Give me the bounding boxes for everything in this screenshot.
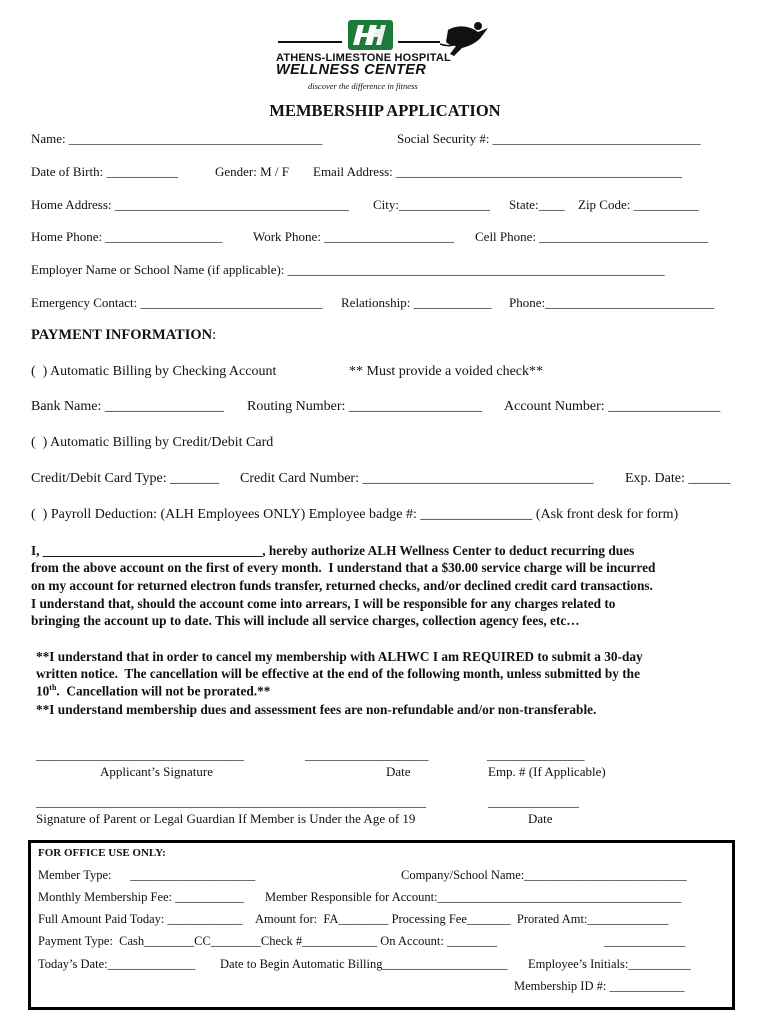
monthly-fee-field[interactable]: Monthly Membership Fee: ___________ <box>38 890 244 904</box>
employee-initials-field[interactable]: Employee’s Initials:__________ <box>528 957 691 971</box>
member-type-field[interactable]: Member Type: ____________________ <box>38 868 256 882</box>
cancel-line-3: 10th. Cancellation will not be prorated.** <box>36 683 271 699</box>
auth-line-4: I understand that, should the account come into arrears, I will be responsible for any charges related to <box>31 596 616 611</box>
blank-field[interactable]: _____________ <box>604 934 686 948</box>
guardian-date-line[interactable]: ______________ <box>488 794 579 809</box>
signature-date-line[interactable]: ___________________ <box>305 747 429 762</box>
exp-date-field[interactable]: Exp. Date: ______ <box>625 471 731 486</box>
email-field[interactable]: Email Address: ____________________________________________ <box>313 164 683 179</box>
work-phone-field[interactable]: Work Phone: ____________________ <box>253 229 455 244</box>
cancel-line-1: **I understand that in order to cancel my membership with ALHWC I am REQUIRED to submit a 30-day <box>36 649 643 664</box>
full-amount-field[interactable]: Full Amount Paid Today: ____________ <box>38 912 243 926</box>
zip-field[interactable]: Zip Code: __________ <box>578 197 699 212</box>
guardian-date-label: Date <box>528 811 553 826</box>
bank-name-field[interactable]: Bank Name: _________________ <box>31 399 224 414</box>
guardian-signature-line[interactable]: ____________________________________________________________ <box>36 794 426 809</box>
employer-field[interactable]: Employer Name or School Name (if applicable): __________________________________________________________ <box>31 262 665 277</box>
emergency-contact-field[interactable]: Emergency Contact: ____________________________ <box>31 295 323 310</box>
account-number-field[interactable]: Account Number: ________________ <box>504 399 721 414</box>
routing-number-field[interactable]: Routing Number: ___________________ <box>247 399 482 414</box>
logo-hospital-name: ATHENS-LIMESTONE HOSPITAL <box>276 52 451 64</box>
voided-check-note: ** Must provide a voided check** <box>349 364 544 379</box>
logo-center-name: WELLNESS CENTER <box>276 62 427 78</box>
home-phone-field[interactable]: Home Phone: __________________ <box>31 229 223 244</box>
applicant-signature-line[interactable]: ________________________________ <box>36 747 244 762</box>
begin-billing-field[interactable]: Date to Begin Automatic Billing____________________ <box>220 957 508 971</box>
signature-date-label: Date <box>386 764 411 779</box>
ssn-field[interactable]: Social Security #: ________________________________ <box>397 131 701 146</box>
relationship-field[interactable]: Relationship: ____________ <box>341 295 492 310</box>
cancel-line-2: written notice. The cancellation will be effective at the end of the following month, unless submitted by the <box>36 666 640 681</box>
member-responsible-field[interactable]: Member Responsible for Account:_______________________________________ <box>265 890 682 904</box>
card-option[interactable]: ( ) Automatic Billing by Credit/Debit Card <box>31 435 274 450</box>
name-field[interactable]: Name: _______________________________________ <box>31 131 323 146</box>
logo-tagline: discover the difference in fitness <box>308 81 418 91</box>
phone-field[interactable]: Phone:__________________________ <box>509 295 715 310</box>
applicant-signature-label: Applicant’s Signature <box>100 764 214 779</box>
auth-line-1: I, _________________________________, hereby authorize ALH Wellness Center to deduct recurring dues <box>31 543 635 558</box>
emp-number-line[interactable]: _______________ <box>487 747 585 762</box>
city-field[interactable]: City:______________ <box>373 197 491 212</box>
auth-line-5: bringing the account up to date. This will include all service charges, collection agency fees, etc… <box>31 613 580 628</box>
payment-heading: PAYMENT INFORMATION: <box>31 327 217 343</box>
state-field[interactable]: State:____ <box>509 197 565 212</box>
card-type-field[interactable]: Credit/Debit Card Type: _______ <box>31 471 220 486</box>
company-name-field[interactable]: Company/School Name:__________________________ <box>401 868 687 882</box>
cancel-line-4: **I understand membership dues and assessment fees are non-refundable and/or non-transferable. <box>36 702 597 717</box>
amount-for-field[interactable]: Amount for: FA________ Processing Fee_______ Prorated Amt:_____________ <box>255 912 669 926</box>
cell-phone-field[interactable]: Cell Phone: __________________________ <box>475 229 709 244</box>
form-title: MEMBERSHIP APPLICATION <box>269 101 501 120</box>
todays-date-field[interactable]: Today’s Date:______________ <box>38 957 196 971</box>
office-use-heading: FOR OFFICE USE ONLY: <box>38 847 166 859</box>
gender-field[interactable]: Gender: M / F <box>215 164 290 179</box>
guardian-signature-label: Signature of Parent or Legal Guardian If Member is Under the Age of 19 <box>36 811 416 826</box>
auth-line-2: from the above account on the first of every month. I understand that a $30.00 service charge will be incurred <box>31 560 656 575</box>
payment-type-field[interactable]: Payment Type: Cash________CC________Check #____________ On Account: ________ <box>38 934 497 948</box>
payroll-option[interactable]: ( ) Payroll Deduction: (ALH Employees ONLY) Employee badge #: ________________ (Ask front desk for form) <box>31 507 679 522</box>
card-number-field[interactable]: Credit Card Number: _________________________________ <box>240 471 594 486</box>
membership-id-field[interactable]: Membership ID #: ____________ <box>514 979 685 993</box>
checking-option[interactable]: ( ) Automatic Billing by Checking Account <box>31 364 277 379</box>
auth-line-3: on my account for returned electron funds transfer, returned checks, and/or declined credit card transactions. <box>31 578 653 593</box>
dob-field[interactable]: Date of Birth: ___________ <box>31 164 178 179</box>
emp-number-label: Emp. # (If Applicable) <box>488 764 606 779</box>
home-address-field[interactable]: Home Address: ____________________________________ <box>31 197 349 212</box>
